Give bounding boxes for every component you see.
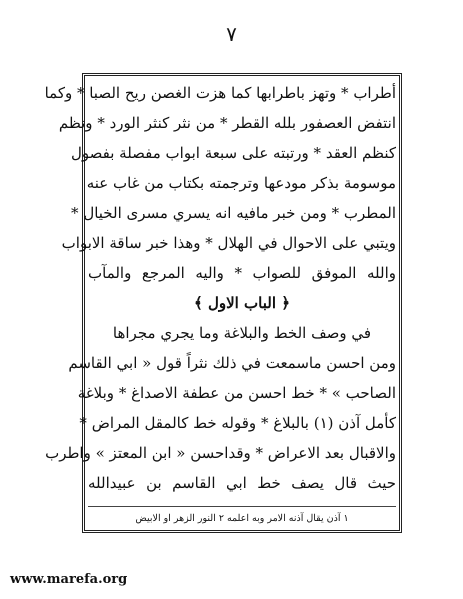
text-line: موسومة بذكر مودعها وترجمته بكتاب من غاب عنه xyxy=(86,174,396,192)
footnotes: ١ آذن يقال آذنه الامر وبه اعلمه ٢ النور الزهر او الابيض xyxy=(135,513,349,524)
text-line: حيث قال يصف خط ابي القاسم بن عبيدالله xyxy=(88,474,396,492)
chapter-heading: ﴿ الباب الاول ﴾ xyxy=(193,294,291,312)
body-text xyxy=(44,78,396,498)
text-line: والله الموفق للصواب * واليه المرجع والمآب xyxy=(88,264,396,282)
chapter-subtitle: في وصف الخط والبلاغة وما يجري مجراها xyxy=(112,324,372,342)
text-line: كنظم العقد * ورتبته على سبعة ابواب مفصلة بفصول xyxy=(70,144,396,162)
text-line: ومن احسن ماسمعت في ذلك نثراً قول « ابي القاسم xyxy=(68,354,396,372)
text-line: انتفض العصفور بلله القطر * من نثر كنثر الورد * ونظم xyxy=(58,114,396,132)
text-line: المطرب * ومن خبر مافيه انه يسري مسرى الخيال * xyxy=(71,204,396,222)
text-line: أطراب * وتهز باطرابها كما هزت الغصن ريح الصبا * وكما xyxy=(44,84,396,102)
text-line: ويتبي على الاحوال في الهلال * وهذا خبر ساقة الابواب xyxy=(61,234,396,252)
text-line: كأمل آذن (١) بالبلاغ * وقوله خط كالمقل المراض * xyxy=(79,414,396,432)
footnote-divider xyxy=(88,506,396,507)
text-line: والاقبال بعد الاعراض * وقداحسن « ابن المعتز » واطرب xyxy=(45,444,396,462)
watermark-link[interactable]: www.marefa.org xyxy=(10,572,128,587)
text-line: الصاحب » * خط احسن من عطفة الاصداغ * وبلاغة xyxy=(77,384,396,402)
page-number: ٧ xyxy=(226,22,237,46)
